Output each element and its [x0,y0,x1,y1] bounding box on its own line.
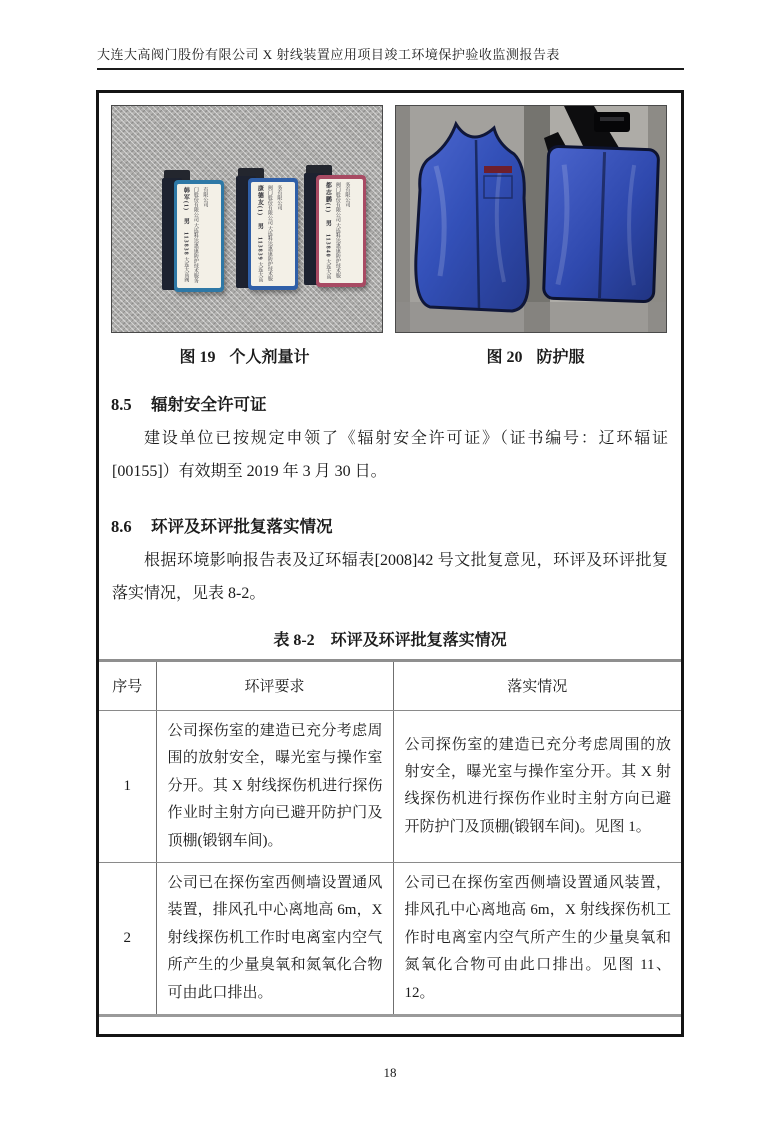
row-2-requirement: 公司已在探伤室西侧墙设置通风装置，排风孔中心离地高 6m，X 射线探伤机工作时电离室内空气所产生的少量臭氧和氮氧化合物可由此口排出。 [156,863,393,1016]
dosimeter-badge-2 [236,176,300,292]
figure-captions [99,344,681,367]
row-1-no: 1 [99,710,156,862]
content-box [96,90,684,1037]
column-header-no: 序号 [99,660,156,710]
table-8-2-title: 表 8-2 环评及环评批复落实情况 [273,631,507,649]
figure-19-photo-dosimeters [111,105,383,333]
table-8-2 [99,659,681,1017]
box-bottom-spacer [99,1017,681,1034]
lead-apron [543,146,658,302]
dosimeter-badge-1 [162,178,226,294]
figures-row [99,93,681,333]
figure-19-caption: 图 19 个人剂量计 [179,349,310,366]
section-8-5-paragraph: 建设单位已按规定申领了《辐射安全许可证》（证书编号：辽环辐证[00155]）有效期至 2019 年 3 月 30 日。 [112,430,668,480]
document-header: 大连大高阀门股份有限公司 X 射线装置应用项目竣工环境保护验收监测报告表 [97,44,684,70]
table-row [99,863,681,1016]
dosimeter-frame [316,175,366,287]
column-header-implementation: 落实情况 [393,660,681,710]
table-header-row [99,660,681,710]
dosimeter-badge-3 [304,173,368,289]
dosimeter-label: 都志鹏(1) 男 113840 大连大高阀门股份有限公司 大连科达惠康防护技术服务有限公司 [319,179,363,283]
row-2-no: 2 [99,863,156,1016]
dosimeter-label: 韩军(1) 男 113838 大连大高阀门股份有限公司 大连科达惠康防护技术服务有限公司 [177,184,221,288]
row-1-requirement: 公司探伤室的建造已充分考虑周围的放射安全，曝光室与操作室分开。其 X 射线探伤机进行探伤作业时主射方向已避开防护门及顶棚(锻钢车间)。 [156,710,393,862]
table-row [99,710,681,862]
column-header-requirement: 环评要求 [156,660,393,710]
row-1-implementation: 公司探伤室的建造已充分考虑周围的放射安全，曝光室与操作室分开。其 X 射线探伤机进行探伤作业时主射方向已避开防护门及顶棚(锻钢车间)。见图 1。 [393,710,681,862]
figure-20-caption: 图 20 防护服 [486,349,585,366]
section-8-5-heading: 8.5 辐射安全许可证 [111,395,267,414]
page-number: 18 [383,1065,397,1081]
buckle-icon [594,112,630,132]
row-2-implementation: 公司已在探伤室西侧墙设置通风装置，排风孔中心离地高 6m，X 射线探伤机工作时电离室内空气所产生的少量臭氧和氮氧化合物可由此口排出。见图 11、12。 [393,863,681,1016]
vest-label-strip [484,166,512,173]
dosimeter-label: 康德友(1) 男 113839 大连大高阀门股份有限公司 大连科达惠康防护技术服务有限公司 [251,182,295,286]
section-8-6-heading: 8.6 环评及环评批复落实情况 [111,516,333,536]
figure-20-photo-protective-clothing [395,105,667,333]
dosimeter-frame [174,180,224,292]
section-8-6-paragraph: 根据环境影响报告表及辽环辐表[2008]42 号文批复意见，环评及环评批复落实情况，见表 8-2。 [112,551,668,602]
dosimeter-frame [248,178,298,290]
